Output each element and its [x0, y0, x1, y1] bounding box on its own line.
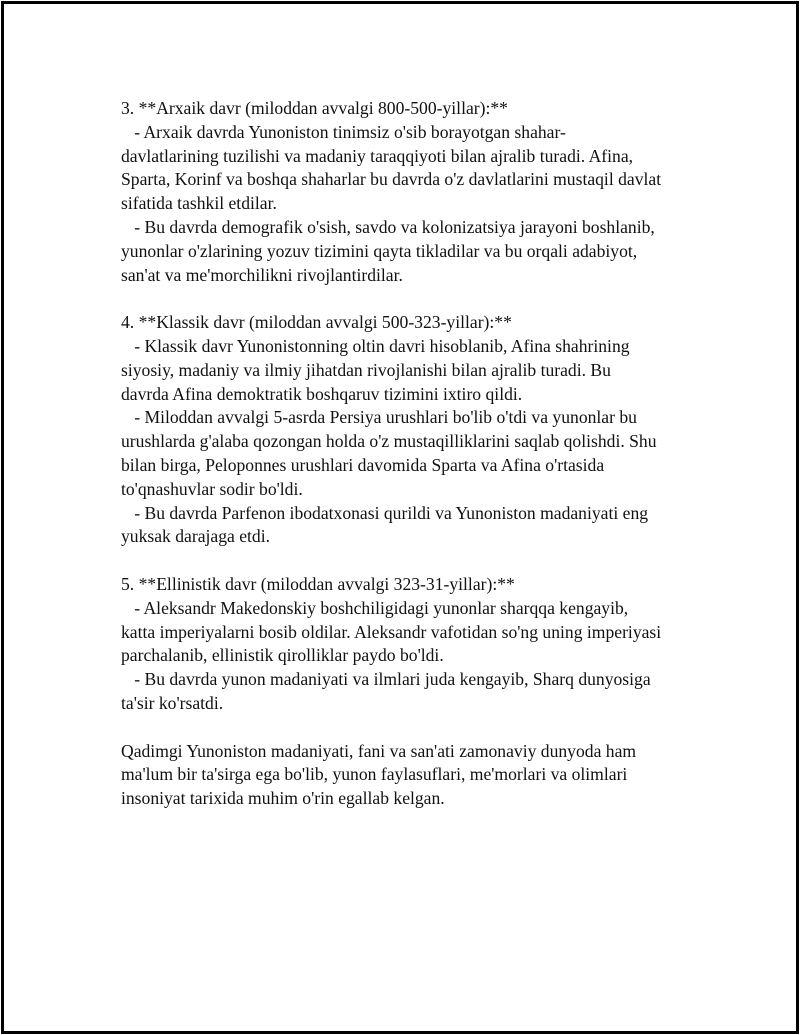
paragraph-line: ta'sir ko'rsatdi.: [121, 692, 224, 713]
spacer: [121, 287, 701, 311]
paragraph-line: - Miloddan avvalgi 5-asrda Persiya urushlari bo'lib o'tdi va yunonlar bu: [121, 407, 637, 428]
paragraph-line: to'qnashuvlar sodir bo'ldi.: [121, 478, 303, 499]
section-heading: 3. **Arxaik davr (miloddan avvalgi 800-500-yillar):**: [121, 98, 508, 118]
spacer: [121, 549, 701, 573]
section-ellinistik: [121, 573, 701, 716]
spacer: [121, 716, 701, 740]
paragraph-line: - Klassik davr Yunonistonning oltin davri hisoblanib, Afina shahrining: [121, 335, 630, 356]
paragraph-line: - Bu davrda yunon madaniyati va ilmlari juda kengayib, Sharq dunyosiga: [121, 669, 651, 690]
paragraph-line: insoniyat tarixida muhim o'rin egallab kelgan.: [121, 788, 445, 809]
paragraph-line: parchalanib, ellinistik qirolliklar paydo bo'ldi.: [121, 645, 444, 666]
section-conclusion: [121, 740, 701, 811]
paragraph-line: - Aleksandr Makedonskiy boshchiligidagi yunonlar sharqqa kengayib,: [121, 597, 629, 618]
page-frame: [1, 1, 799, 1034]
paragraph-line: davrda Afina demoktratik boshqaruv tizimini ixtiro qildi.: [121, 383, 523, 404]
paragraph-line: davlatlarining tuzilishi va madaniy taraqqiyoti bilan ajralib turadi. Afina,: [121, 145, 634, 166]
paragraph-line: siyosiy, madaniy va ilmiy jihatdan rivojlanishi bilan ajralib turadi. Bu: [121, 359, 611, 380]
paragraph-line: sifatida tashkil etdilar.: [121, 193, 277, 214]
paragraph-line: - Arxaik davrda Yunoniston tinimsiz o'sib borayotgan shahar-: [121, 121, 566, 142]
paragraph-line: Qadimgi Yunoniston madaniyati, fani va san'ati zamonaviy dunyoda ham: [121, 740, 637, 761]
paragraph-line: san'at va me'morchilikni rivojlantirdilar.: [121, 264, 403, 285]
paragraph-line: Sparta, Korinf va boshqa shaharlar bu davrda o'z davlatlarini mustaqil davlat: [121, 169, 662, 190]
section-heading: 4. **Klassik davr (miloddan avvalgi 500-323-yillar):**: [121, 312, 512, 333]
paragraph-line: - Bu davrda Parfenon ibodatxonasi qurildi va Yunoniston madaniyati eng: [121, 502, 649, 523]
section-heading: 5. **Ellinistik davr (miloddan avvalgi 323-31-yillar):**: [121, 573, 515, 594]
paragraph-line: - Bu davrda demografik o'sish, savdo va kolonizatsiya jarayoni boshlanib,: [121, 216, 655, 237]
paragraph-line: yuksak darajaga etdi.: [121, 526, 270, 547]
section-arxaik: [121, 97, 701, 287]
paragraph-line: bilan birga, Peloponnes urushlari davomida Sparta va Afina o'rtasida: [121, 454, 605, 475]
document-body: [121, 97, 701, 811]
section-klassik: [121, 311, 701, 549]
paragraph-line: yunonlar o'zlarining yozuv tizimini qayta tikladilar va bu orqali adabiyot,: [121, 240, 638, 261]
paragraph-line: ma'lum bir ta'sirga ega bo'lib, yunon faylasuflari, me'morlari va olimlari: [121, 764, 628, 785]
paragraph-line: katta imperiyalarni bosib oldilar. Aleksandr vafotidan so'ng uning imperiyasi: [121, 621, 662, 642]
paragraph-line: urushlarda g'alaba qozongan holda o'z mustaqilliklarini saqlab qolishdi. Shu: [121, 431, 657, 452]
